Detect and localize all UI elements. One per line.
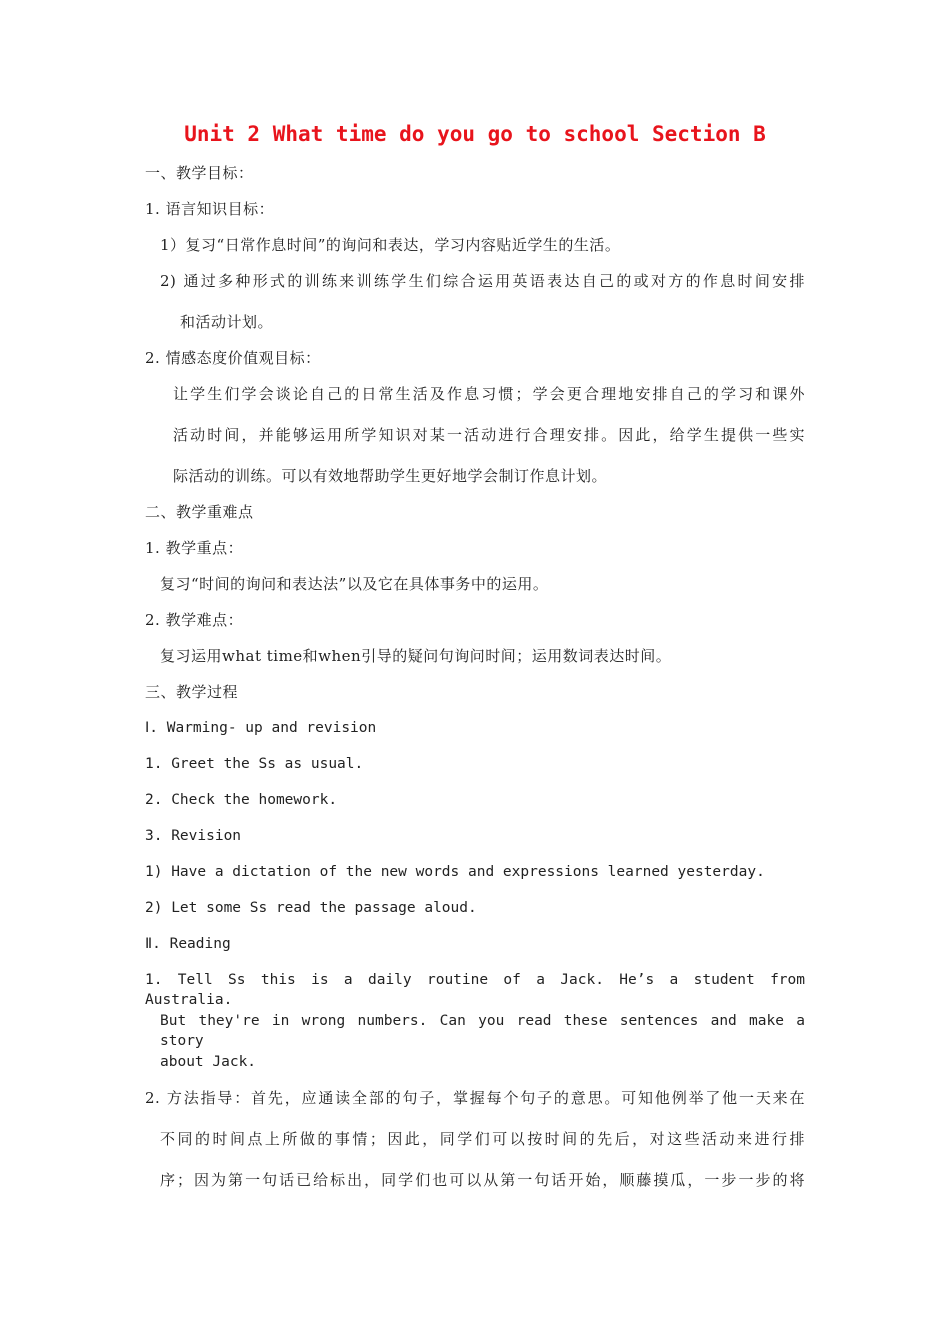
list-item-continuation: But they're in wrong numbers. Can you read these sentences and make a story xyxy=(160,1013,805,1049)
step-heading: Ⅱ. Reading xyxy=(145,936,231,952)
list-item: 1. Tell Ss this is a daily routine of a Jack. He’s a student from Australia. xyxy=(145,972,805,1008)
list-item: 1）复习“日常作息时间”的询问和表达，学习内容贴近学生的生活。 xyxy=(160,236,621,254)
list-item-continuation: 不同的时间点上所做的事情；因此，同学们可以按时间的先后，对这些活动来进行排 xyxy=(160,1130,805,1148)
list-item: 1. 语言知识目标： xyxy=(145,200,275,218)
paragraph-line: 际活动的训练。可以有效地帮助学生更好地学会制订作息计划。 xyxy=(173,467,608,485)
paragraph-line: 复习“时间的询问和表达法”以及它在具体事务中的运用。 xyxy=(160,575,549,593)
step-heading: Ⅰ. Warming- up and revision xyxy=(145,720,377,736)
list-item: 1. Greet the Ss as usual. xyxy=(145,756,364,772)
list-item: 2) 通过多种形式的训练来训练学生们综合运用英语表达自己的或对方的作息时间安排 xyxy=(160,272,805,290)
list-item: 1) Have a dictation of the new words and expressions learned yesterday. xyxy=(145,864,765,880)
list-item: 2. 教学难点： xyxy=(145,611,244,629)
section-heading-process: 三、教学过程 xyxy=(145,683,239,701)
list-item-continuation: about Jack. xyxy=(160,1054,257,1070)
list-item: 2) Let some Ss read the passage aloud. xyxy=(145,900,477,916)
document-title: Unit 2 What time do you go to school Section B xyxy=(184,122,766,146)
paragraph-line: 复习运用what time和when引导的疑问句询问时间；运用数词表达时间。 xyxy=(160,647,672,665)
list-item: 2. 方法指导：首先，应通读全部的句子，掌握每个句子的意思。可知他例举了他一天来在 xyxy=(145,1089,805,1107)
list-item: 2. Check the homework. xyxy=(145,792,338,808)
section-heading-goals: 一、教学目标： xyxy=(145,164,254,182)
list-item-continuation: 和活动计划。 xyxy=(180,313,274,331)
paragraph-line: 活动时间，并能够运用所学知识对某一活动进行合理安排。因此，给学生提供一些实 xyxy=(173,426,805,444)
list-item: 3. Revision xyxy=(145,828,242,844)
list-item: 2. 情感态度价值观目标： xyxy=(145,349,321,367)
paragraph-line: 让学生们学会谈论自己的日常生活及作息习惯；学会更合理地安排自己的学习和课外 xyxy=(173,385,805,403)
list-item-continuation: 序；因为第一句话已给标出，同学们也可以从第一句话开始，顺藤摸瓜，一步一步的将 xyxy=(160,1171,805,1189)
list-item: 1. 教学重点： xyxy=(145,539,244,557)
section-heading-key-points: 二、教学重难点 xyxy=(145,503,254,521)
